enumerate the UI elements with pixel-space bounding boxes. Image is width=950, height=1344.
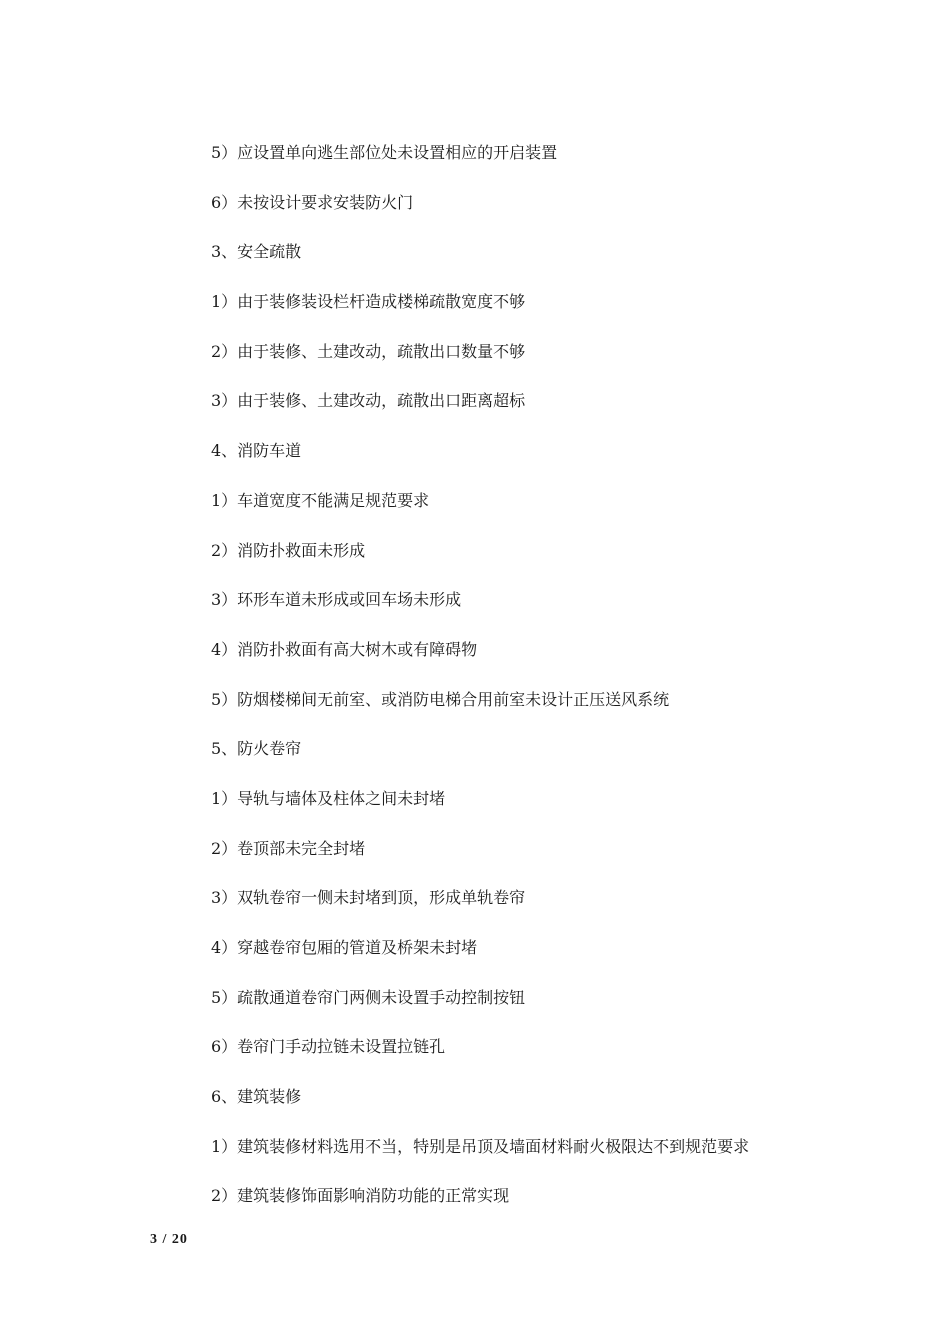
list-item: 2）消防扑救面未形成 [211,540,366,560]
page-number: 3 / 20 [150,1232,188,1247]
list-item: 1）车道宽度不能满足规范要求 [211,490,430,510]
section-heading: 4、消防车道 [211,441,302,461]
section-heading: 6、建筑装修 [211,1087,302,1107]
section-heading: 3、安全疏散 [211,242,302,262]
list-item: 2）建筑装修饰面影响消防功能的正常实现 [211,1186,510,1206]
list-item: 1）建筑装修材料选用不当，特别是吊顶及墙面材料耐火极限达不到规范要求 [211,1136,750,1156]
list-item: 4）穿越卷帘包厢的管道及桥架未封堵 [211,938,478,957]
list-item: 6）卷帘门手动拉链未设置拉链孔 [211,1037,446,1057]
list-item: 5）应设置单向逃生部位处未设置相应的开启装置 [211,143,558,162]
list-item: 6）未按设计要求安装防火门 [211,192,414,212]
list-item: 4）消防扑救面有高大树木或有障碍物 [211,639,478,659]
list-item: 5）疏散通道卷帘门两侧未设置手动控制按钮 [211,987,526,1007]
section-heading: 5、防火卷帘 [211,739,302,759]
list-item: 2）由于装修、土建改动，疏散出口数量不够 [211,341,526,361]
list-item: 5）防烟楼梯间无前室、或消防电梯合用前室未设计正压送风系统 [211,689,670,709]
list-item: 1）导轨与墙体及柱体之间未封堵 [211,788,446,808]
list-item: 3）双轨卷帘一侧未封堵到顶，形成单轨卷帘 [211,888,526,908]
list-item: 3）由于装修、土建改动，疏散出口距离超标 [211,391,526,411]
list-item: 1）由于装修装设栏杆造成楼梯疏散宽度不够 [211,292,526,312]
list-item: 3）环形车道未形成或回车场未形成 [211,590,462,610]
list-item: 2）卷顶部未完全封堵 [211,838,366,858]
document-body [211,140,831,1233]
